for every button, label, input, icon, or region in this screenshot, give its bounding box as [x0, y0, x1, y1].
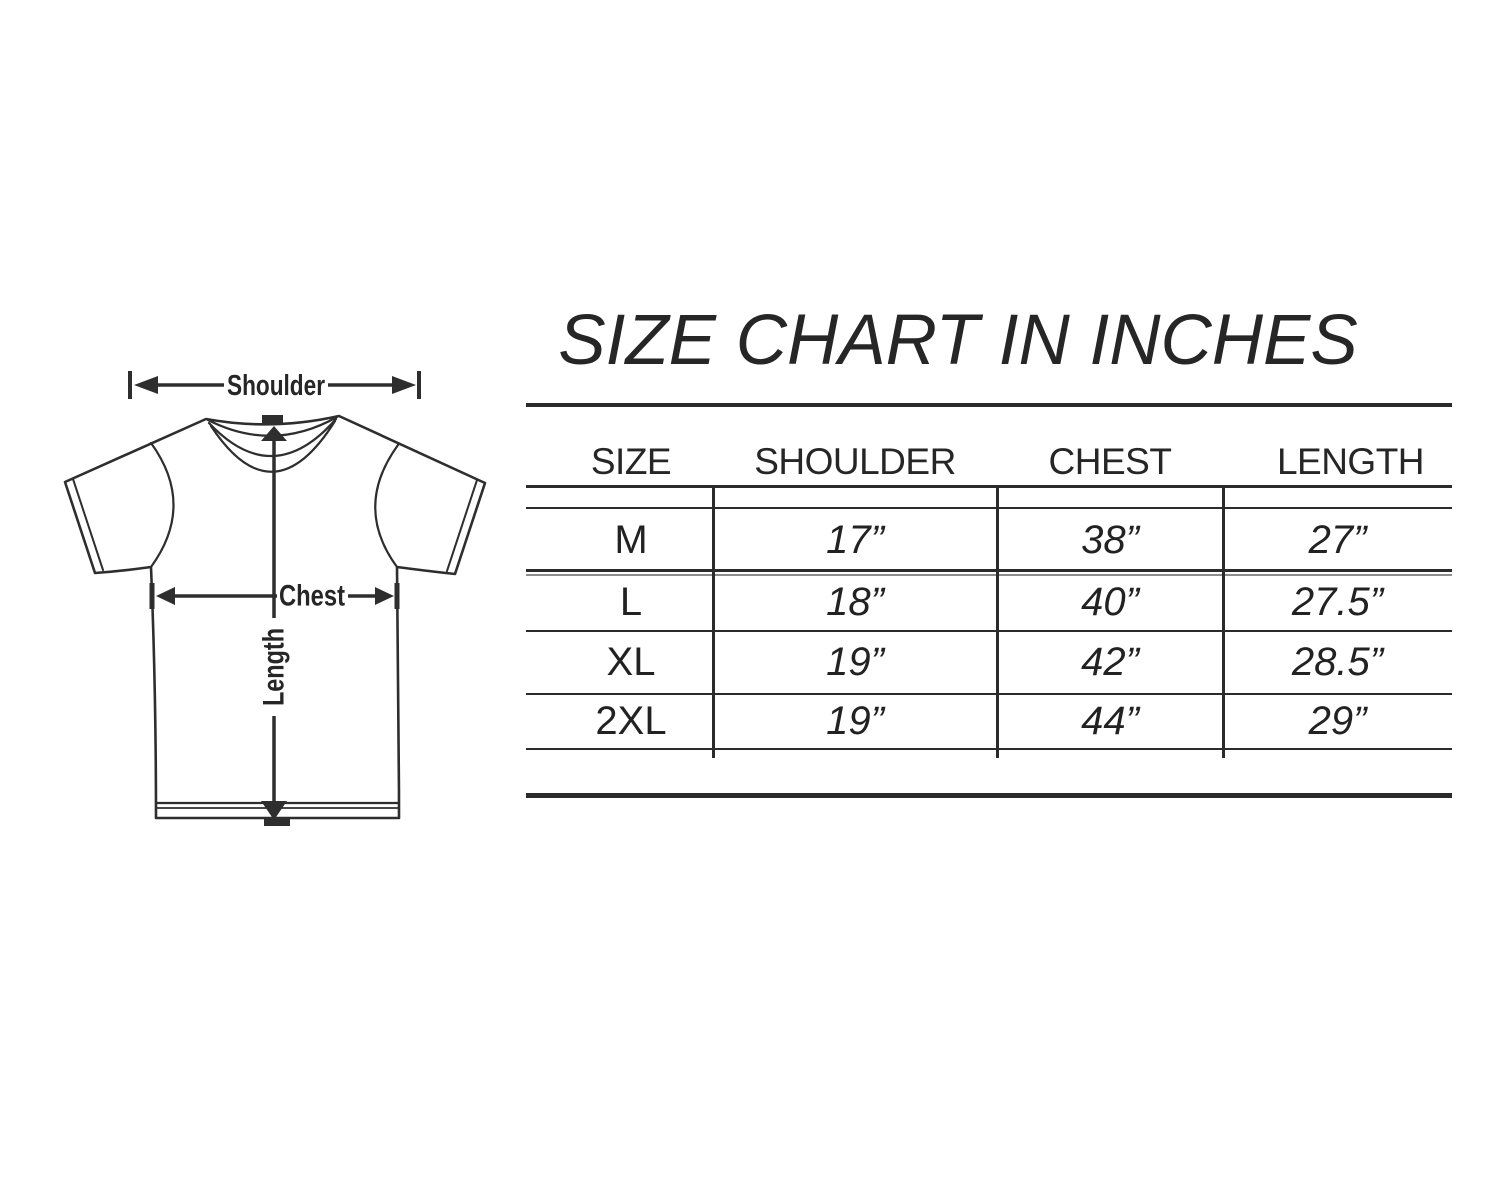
page-title: SIZE CHART IN INCHES	[558, 301, 1358, 380]
cell-chest-m: 38”	[1081, 518, 1139, 562]
col-header-chest: CHEST	[1048, 441, 1172, 482]
col-header-size: SIZE	[590, 441, 672, 482]
cell-chest-xl: 42”	[1081, 640, 1139, 684]
tshirt-diagram	[0, 0, 520, 880]
cell-chest-2xl: 44”	[1081, 699, 1139, 743]
cell-length-2xl: 29”	[1308, 699, 1367, 743]
cell-length-m: 27”	[1308, 518, 1367, 562]
shoulder-label: Shoulder	[227, 370, 325, 402]
hem-end-mark	[264, 819, 290, 826]
cell-chest-l: 40”	[1081, 580, 1139, 624]
cell-size-m: M	[614, 518, 648, 562]
cell-size-xl: XL	[606, 640, 656, 684]
table-top-border	[526, 403, 1452, 407]
cell-size-l: L	[619, 580, 643, 624]
cell-shoulder-2xl: 19”	[826, 699, 884, 743]
neck-tab-mark	[262, 415, 283, 423]
cell-shoulder-l: 18”	[826, 580, 884, 624]
shoulder-arrowhead-left	[134, 376, 158, 394]
col-header-length: LENGTH	[1276, 441, 1425, 482]
cell-length-l: 27.5”	[1291, 580, 1384, 624]
row-divider	[526, 630, 1452, 632]
col-header-shoulder: SHOULDER	[754, 441, 956, 482]
length-label: Length	[257, 606, 291, 706]
cell-shoulder-m: 17”	[826, 518, 884, 562]
chest-label: Chest	[279, 579, 345, 613]
cell-size-2xl: 2XL	[595, 699, 667, 743]
row-divider	[526, 507, 1452, 509]
table-bottom-border	[526, 793, 1452, 798]
shoulder-dimension-arrow	[130, 370, 419, 402]
cell-length-xl: 28.5”	[1291, 640, 1384, 684]
row-divider	[526, 748, 1452, 750]
cell-shoulder-xl: 19”	[826, 640, 884, 684]
row-divider	[526, 569, 1452, 572]
